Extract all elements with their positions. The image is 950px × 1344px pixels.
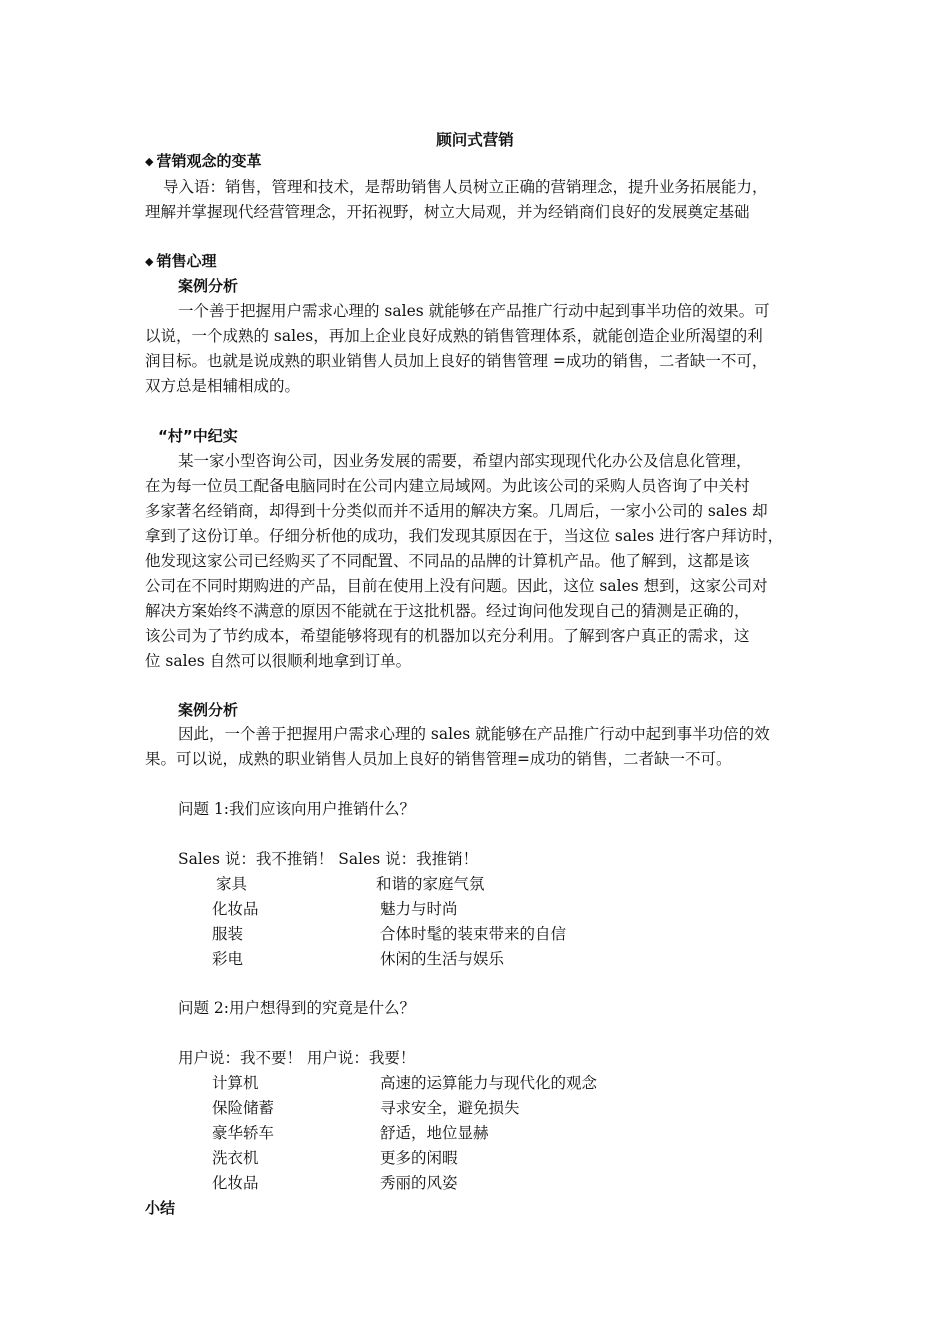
q2-row-right: 寻求安全，避免损失 [380, 1099, 520, 1117]
paragraph-line: 公司在不同时期购进的产品，目前在使用上没有问题。因此，这位 sales 想到，这家公司对 [145, 577, 768, 595]
question-2: 问题 2:用户想得到的究竟是什么？ [178, 999, 416, 1017]
q2-row-left: 计算机 [212, 1074, 259, 1092]
q1-row-right: 合体时髦的装束带来的自信 [380, 925, 567, 943]
q2-table-header: 用户说：我不要！ 用户说：我要！ [178, 1049, 416, 1067]
q1-row-right: 魅力与时尚 [380, 900, 458, 918]
paragraph-line: 一个善于把握用户需求心理的 sales 就能够在产品推广行动中起到事半功倍的效果。可 [178, 302, 770, 320]
q1-row-left: 服装 [212, 925, 244, 943]
question-1: 问题 1:我们应该向用户推销什么？ [178, 800, 416, 818]
q1-row-left: 家具 [216, 875, 248, 893]
case-analysis-heading: 案例分析 [178, 277, 239, 295]
q2-row-left: 洗衣机 [212, 1149, 259, 1167]
q1-row-right: 休闲的生活与娱乐 [380, 950, 505, 968]
q1-row-left: 化妆品 [212, 900, 259, 918]
paragraph-line: 果。可以说，成熟的职业销售人员加上良好的销售管理=成功的销售，二者缺一不可。 [145, 750, 732, 768]
paragraph-line: 理解并掌握现代经营管理念，开拓视野，树立大局观，并为经销商们良好的发展奠定基础 [145, 203, 750, 221]
q2-row-left: 化妆品 [212, 1174, 259, 1192]
section-heading-text: 营销观念的变革 [156, 152, 262, 170]
paragraph-line: 他发现这家公司已经购买了不同配置、不同品的品牌的计算机产品。他了解到，这都是该 [145, 552, 750, 570]
paragraph-line: 某一家小型咨询公司，因业务发展的需要，希望内部实现现代化办公及信息化管理， [178, 452, 752, 470]
paragraph-line: 润目标。也就是说成熟的职业销售人员加上良好的销售管理 =成功的销售，二者缺一不可， [145, 352, 768, 370]
q2-row-left: 保险储蓄 [212, 1099, 275, 1117]
case-analysis-heading: 案例分析 [178, 701, 239, 719]
q2-row-left: 豪华轿车 [212, 1124, 275, 1142]
paragraph-line: 在为每一位员工配备电脑同时在公司内建立局域网。为此该公司的采购人员咨询了中关村 [145, 477, 750, 495]
q2-row-right: 秀丽的风姿 [380, 1174, 458, 1192]
paragraph-line: 拿到了这份订单。仔细分析他的成功，我们发现其原因在于，当这位 sales 进行客户拜访时， [145, 527, 784, 545]
document-title: 顾问式营销 [436, 131, 514, 149]
summary-heading: 小结 [145, 1199, 176, 1217]
q2-row-right: 高速的运算能力与现代化的观念 [380, 1074, 598, 1092]
paragraph-line: 多家著名经销商，却得到十分类似而并不适用的解决方案。几周后，一家小公司的 sales 却 [145, 502, 768, 520]
paragraph-line: 解决方案始终不满意的原因不能就在于这批机器。经过询问他发现自己的猜测是正确的， [145, 602, 750, 620]
diamond-bullet-icon: ◆ [145, 255, 154, 268]
paragraph-line: 导入语：销售，管理和技术，是帮助销售人员树立正确的营销理念，提升业务拓展能力， [163, 178, 768, 196]
section-heading-text: 销售心理 [156, 252, 217, 270]
paragraph-line: 以说，一个成熟的 sales，再加上企业良好成熟的销售管理体系，就能创造企业所渴望的利 [145, 327, 763, 345]
q1-row-right: 和谐的家庭气氛 [376, 875, 485, 893]
section-heading-sales-psychology [145, 249, 216, 274]
q1-table-header: Sales 说：我不推销！ Sales 说：我推销！ [178, 850, 479, 868]
diamond-bullet-icon: ◆ [145, 155, 154, 168]
paragraph-line: 该公司为了节约成本，希望能够将现有的机器加以充分利用。了解到客户真正的需求，这 [145, 627, 750, 645]
story-heading: “村”中纪实 [158, 427, 238, 445]
paragraph-line: 双方总是相辅相成的。 [145, 377, 301, 395]
paragraph-line: 因此，一个善于把握用户需求心理的 sales 就能够在产品推广行动中起到事半功倍的效 [178, 725, 770, 743]
section-heading-marketing-concept [145, 149, 261, 174]
q1-row-left: 彩电 [212, 950, 244, 968]
q2-row-right: 更多的闲暇 [380, 1149, 458, 1167]
paragraph-line: 位 sales 自然可以很顺利地拿到订单。 [145, 652, 412, 670]
q2-row-right: 舒适，地位显赫 [380, 1124, 489, 1142]
